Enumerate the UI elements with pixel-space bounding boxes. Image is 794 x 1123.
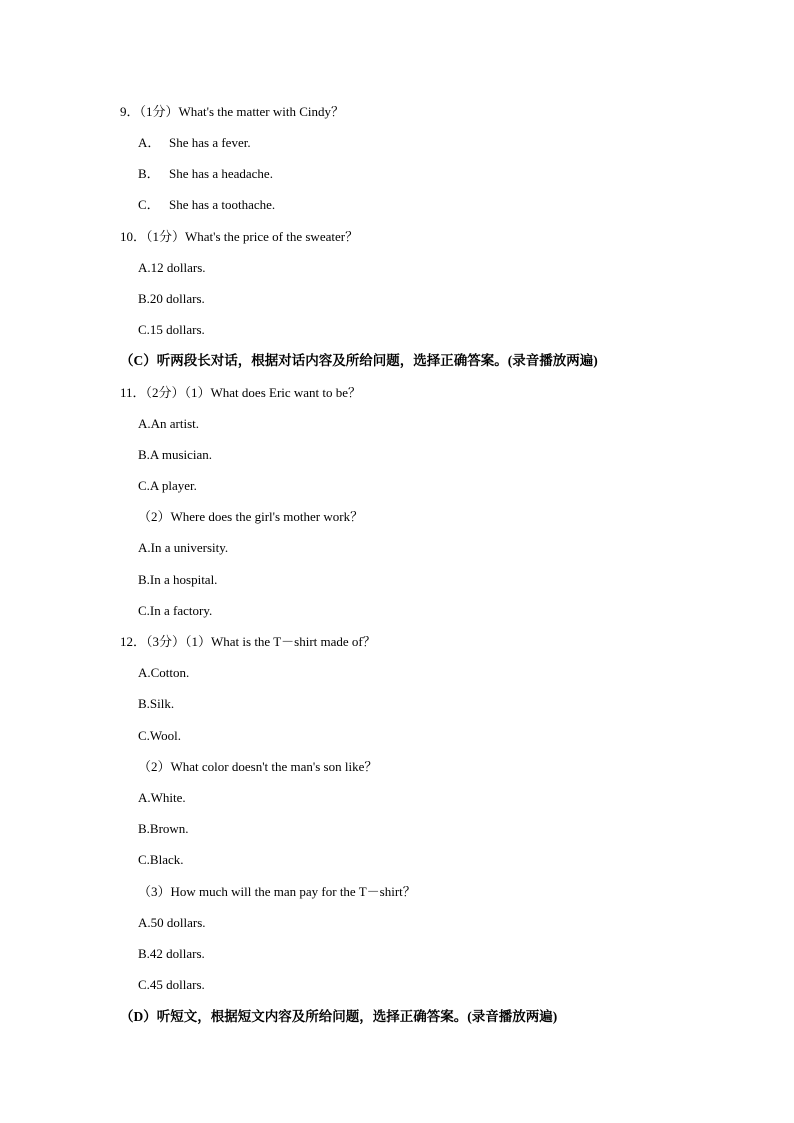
question-12-sub-2: （2）What color doesn't the man's son like？ xyxy=(138,759,378,774)
question-10-option-a: A.12 dollars. xyxy=(138,260,206,275)
question-12-1-option-a: A.Cotton. xyxy=(138,665,190,680)
question-11-1-option-c: C.A player. xyxy=(138,478,197,493)
question-10-option-b: B.20 dollars. xyxy=(138,291,205,306)
option-letter: B． xyxy=(138,166,160,181)
question-12-1-option-c: C.Wool. xyxy=(138,728,182,743)
question-12-3-option-a: A.50 dollars. xyxy=(138,915,206,930)
question-11-2-option-c: C.In a factory. xyxy=(138,603,213,618)
section-c-heading: （C）听两段长对话，根据对话内容及所给问题，选择正确答案。(录音播放两遍) xyxy=(120,353,598,368)
option-letter: A． xyxy=(138,135,161,150)
section-d-heading: （D）听短文，根据短文内容及所给问题，选择正确答案。(录音播放两遍) xyxy=(120,1009,558,1024)
option-text: She has a toothache. xyxy=(169,197,276,212)
question-10-option-c: C.15 dollars. xyxy=(138,322,205,337)
question-10-stem: 10．（1分）What's the price of the sweater？ xyxy=(120,229,359,244)
question-11-1-option-b: B.A musician. xyxy=(138,447,213,462)
option-text: She has a fever. xyxy=(169,135,251,150)
option-text: She has a headache. xyxy=(169,166,273,181)
question-9-option-b xyxy=(138,166,273,182)
question-12-stem: 12．（3分）（1）What is the T－shirt made of？ xyxy=(120,634,376,649)
question-12-1-option-b: B.Silk. xyxy=(138,696,175,711)
question-9-option-a xyxy=(138,135,251,151)
question-11-stem: 11．（2分）（1）What does Eric want to be？ xyxy=(120,385,362,400)
question-12-2-option-a: A.White. xyxy=(138,790,186,805)
question-12-2-option-b: B.Brown. xyxy=(138,821,189,836)
question-12-3-option-b: B.42 dollars. xyxy=(138,946,205,961)
question-9-stem: 9．（1分）What's the matter with Cindy？ xyxy=(120,104,345,119)
option-letter: C． xyxy=(138,197,160,212)
question-12-3-option-c: C.45 dollars. xyxy=(138,977,205,992)
question-12-2-option-c: C.Black. xyxy=(138,852,184,867)
question-11-2-option-a: A.In a university. xyxy=(138,540,229,555)
question-11-2-option-b: B.In a hospital. xyxy=(138,572,218,587)
question-12-sub-3: （3）How much will the man pay for the T－shirt？ xyxy=(138,884,416,899)
question-11-sub-2: （2）Where does the girl's mother work？ xyxy=(138,509,364,524)
question-9-option-c xyxy=(138,197,275,213)
question-11-1-option-a: A.An artist. xyxy=(138,416,200,431)
